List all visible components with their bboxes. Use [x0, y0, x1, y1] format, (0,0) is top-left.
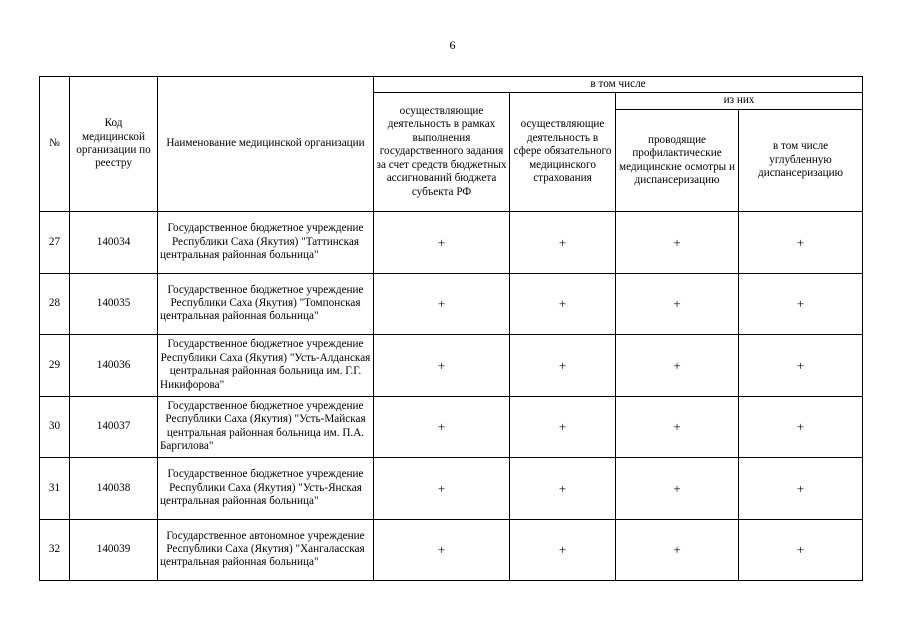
- org-name: Государственное бюджетное учреждение Республики Саха (Якутия) "Томпонская центральная районная больница": [158, 273, 374, 335]
- table-row: [40, 273, 863, 335]
- org-name: Государственное бюджетное учреждение Республики Саха (Якутия) "Усть-Алданская центральная районная больница им. Г.Г. Никифорова": [158, 335, 374, 397]
- org-name: Государственное бюджетное учреждение Республики Саха (Якутия) "Таттинская центральная районная больница": [158, 212, 374, 274]
- header-num: №: [40, 77, 70, 212]
- in-depth-mark: +: [739, 273, 863, 335]
- oms-mark: +: [510, 212, 616, 274]
- in-depth-mark: +: [739, 335, 863, 397]
- org-name: Государственное автономное учреждение Республики Саха (Якутия) "Хангаласская центральная районная больница": [158, 519, 374, 581]
- header-including: в том числе: [374, 77, 863, 93]
- row-number: 31: [40, 458, 70, 520]
- prophylactic-mark: +: [616, 335, 739, 397]
- prophylactic-mark: +: [616, 458, 739, 520]
- prophylactic-mark: +: [616, 519, 739, 581]
- in-depth-mark: +: [739, 519, 863, 581]
- org-name: Государственное бюджетное учреждение Республики Саха (Якутия) "Усть-Янская центральная районная больница": [158, 458, 374, 520]
- row-number: 27: [40, 212, 70, 274]
- oms-mark: +: [510, 335, 616, 397]
- header-budget: осуществляющие деятельность в рамках выполнения государственного задания за счет средств бюджетных ассигнований бюджета субъекта РФ: [374, 93, 510, 212]
- org-code: 140036: [70, 335, 158, 397]
- row-number: 28: [40, 273, 70, 335]
- row-number: 30: [40, 396, 70, 458]
- budget-mark: +: [374, 458, 510, 520]
- budget-mark: +: [374, 335, 510, 397]
- table-row: [40, 396, 863, 458]
- org-code: 140034: [70, 212, 158, 274]
- registry-table: [39, 76, 863, 581]
- header-oms: осуществляющие деятельность в сфере обязательного медицинского страхования: [510, 93, 616, 212]
- prophylactic-mark: +: [616, 396, 739, 458]
- oms-mark: +: [510, 519, 616, 581]
- header-name: Наименование медицинской организации: [158, 77, 374, 212]
- oms-mark: +: [510, 458, 616, 520]
- budget-mark: +: [374, 212, 510, 274]
- header-of-them: из них: [616, 93, 863, 110]
- org-code: 140039: [70, 519, 158, 581]
- budget-mark: +: [374, 519, 510, 581]
- header-in-depth: в том числе углубленную диспансеризацию: [739, 110, 863, 212]
- org-code: 140038: [70, 458, 158, 520]
- page-number: 6: [449, 38, 456, 52]
- org-code: 140037: [70, 396, 158, 458]
- table-row: [40, 335, 863, 397]
- row-number: 29: [40, 335, 70, 397]
- header-code: Код медицинской организации по реестру: [70, 77, 158, 212]
- oms-mark: +: [510, 396, 616, 458]
- prophylactic-mark: +: [616, 212, 739, 274]
- table-row: [40, 458, 863, 520]
- budget-mark: +: [374, 396, 510, 458]
- in-depth-mark: +: [739, 212, 863, 274]
- table-header: [40, 77, 863, 212]
- oms-mark: +: [510, 273, 616, 335]
- budget-mark: +: [374, 273, 510, 335]
- row-number: 32: [40, 519, 70, 581]
- org-code: 140035: [70, 273, 158, 335]
- table-row: [40, 519, 863, 581]
- prophylactic-mark: +: [616, 273, 739, 335]
- header-prophylactic: проводящие профилактические медицинские осмотры и диспансеризацию: [616, 110, 739, 212]
- table-body: [40, 212, 863, 581]
- in-depth-mark: +: [739, 458, 863, 520]
- org-name: Государственное бюджетное учреждение Республики Саха (Якутия) "Усть-Майская центральная районная больница им. П.А. Баргилова": [158, 396, 374, 458]
- table-row: [40, 212, 863, 274]
- in-depth-mark: +: [739, 396, 863, 458]
